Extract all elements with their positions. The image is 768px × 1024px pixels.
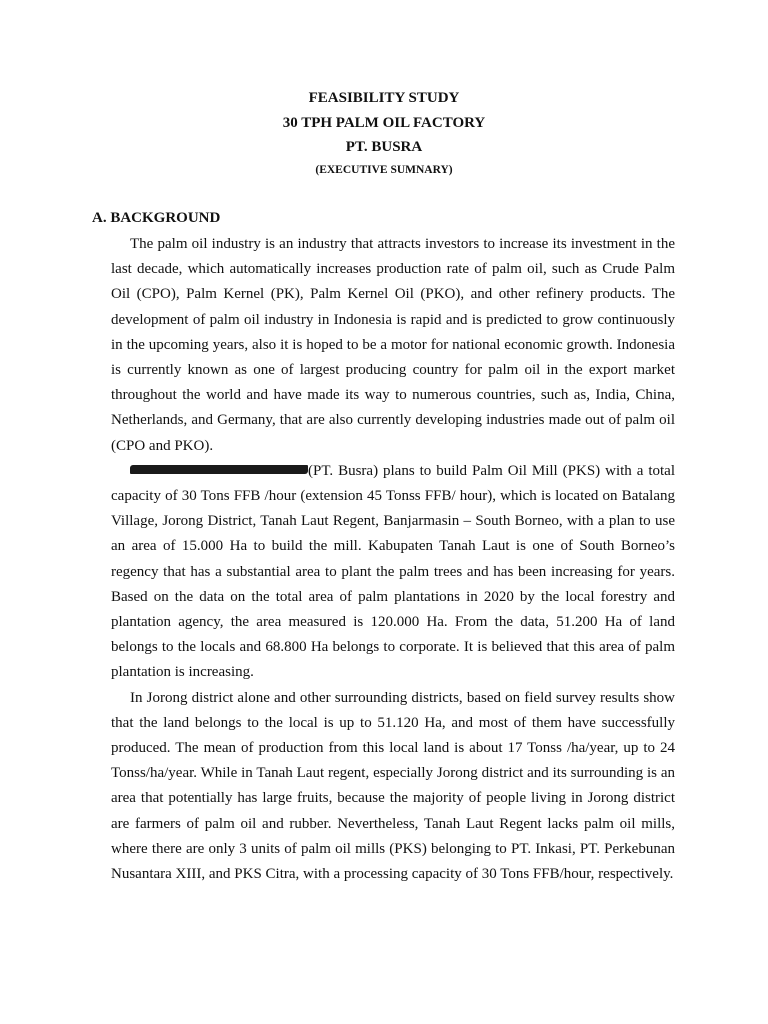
document-subject: 30 TPH PALM OIL FACTORY — [282, 114, 486, 131]
title-block — [0, 86, 768, 180]
redaction-mark — [130, 465, 308, 474]
paragraph-1: The palm oil industry is an industry that attracts investors to increase its investment in the last decade, which automatically increases production rate of palm oil, such as Crude Palm Oil (CPO), Palm Kernel (PK), Palm Kernel Oil (PKO), and other refinery products. The development of palm oil industry in Indonesia is rapid and is predicted to grow continuously in the upcoming years, also it is hoped to be a motor for national economic growth. Indonesia is currently known as one of largest producing country for palm oil in the export market throughout the world and have made its way to numerous countries, such as, India, China, Netherlands, and Germany, that are also currently developing industries made out of palm oil (CPO and PKO). — [111, 236, 675, 454]
section-heading-background: A. BACKGROUND — [92, 210, 221, 226]
paragraph-2 — [111, 459, 675, 686]
background-body — [111, 232, 675, 887]
document-title: FEASIBILITY STUDY — [308, 90, 460, 106]
paragraph-2-text: (PT. Busra) plans to build Palm Oil Mill (PKS) with a total capacity of 30 Tons FFB /hour (extension 45 Tonss FFB/ hour), which is located on Batalang Village, Jorong District, Tanah Laut Regent, Banjarmasin – South Borneo, with a plan to use an area of 15.000 Ha to build the mill. Kabupaten Tanah Laut is one of South Borneo’s regency that has a substantial area to plant the palm trees and has been increasing for years. Based on the data on the total area of palm plantations in 2020 by the local forestry and plantation agency, the area measured is 120.000 Ha. From the data, 51.200 Ha of land belongs to the locals and 68.800 Ha belongs to corporate. It is believed that this area of palm plantation is increasing. — [111, 462, 675, 681]
company-name: PT. BUSRA — [345, 139, 423, 155]
paragraph-3: In Jorong district alone and other surrounding districts, based on field survey results show that the land belongs to the local is up to 51.120 Ha, and most of them have successfully produced. The mean of production from this local land is about 17 Tonss /ha/year, up to 24 Tonss/ha/year. While in Tanah Laut regent, especially Jorong district and its surrounding is an area that potentially has large fruits, because the majority of people living in Jorong district are farmers of palm oil and rubber. Nevertheless, Tanah Laut Regent lacks palm oil mills, where there are only 3 units of palm oil mills (PKS) belonging to PT. Inkasi, PT. Perkebunan Nusantara XIII, and PKS Citra, with a processing capacity of 30 Tons FFB/hour, respectively. — [111, 689, 675, 883]
document-subtitle: (EXECUTIVE SUMNARY) — [315, 163, 453, 176]
